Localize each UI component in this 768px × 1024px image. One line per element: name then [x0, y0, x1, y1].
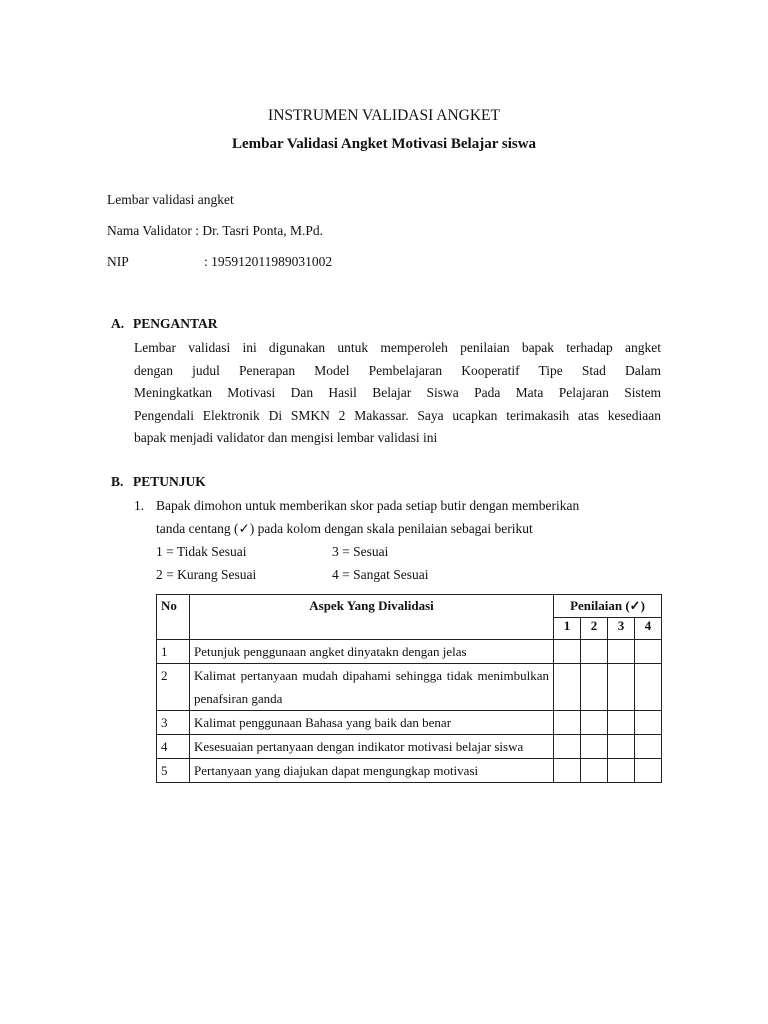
row-aspek: Petunjuk penggunaan angket dinyatakn dengan jelas	[190, 640, 554, 664]
score-cell[interactable]	[635, 759, 662, 783]
score-header: 2	[581, 618, 608, 640]
row-aspek: Kesesuaian pertanyaan dengan indikator motivasi belajar siswa	[190, 735, 554, 759]
score-header: 3	[608, 618, 635, 640]
score-header: 4	[635, 618, 662, 640]
paragraph-line: Lembar validasi ini digunakan untuk memperoleh penilaian bapak terhadap angket	[134, 340, 661, 355]
table-row	[157, 640, 662, 664]
scale-item: 2 = Kurang Sesuai	[156, 567, 257, 582]
score-cell[interactable]	[635, 664, 662, 711]
petunjuk-item-number: 1.	[134, 498, 145, 513]
validator-label: Nama Validator :	[107, 223, 199, 238]
table-row	[157, 759, 662, 783]
pengantar-paragraph	[134, 337, 661, 450]
scale-item: 3 = Sesuai	[332, 544, 389, 559]
paragraph-line: dengan judul Penerapan Model Pembelajaran Kooperatif Tipe Stad Dalam	[134, 362, 661, 378]
document-title: INSTRUMEN VALIDASI ANGKET	[268, 107, 500, 124]
row-aspek: Kalimat penggunaan Bahasa yang baik dan benar	[190, 711, 554, 735]
row-no: 1	[157, 640, 190, 664]
validator-line	[107, 223, 323, 239]
section-letter: B.	[111, 474, 124, 489]
score-cell[interactable]	[635, 711, 662, 735]
petunjuk-item-line: tanda centang (✓) pada kolom dengan skala penilaian sebagai berikut	[156, 521, 533, 536]
score-cell[interactable]	[554, 735, 581, 759]
row-aspek: Kalimat pertanyaan mudah dipahami sehingga tidak menimbulkan penafsiran ganda	[190, 664, 554, 711]
score-cell[interactable]	[608, 711, 635, 735]
col-aspek-header: Aspek Yang Divalidasi	[190, 595, 554, 640]
section-heading-petunjuk	[111, 474, 206, 490]
paragraph-line: Pengendali Elektronik Di SMKN 2 Makassar. Saya ucapkan terimakasih atas kesediaan	[134, 407, 661, 423]
validation-table	[156, 594, 662, 783]
score-cell[interactable]	[608, 664, 635, 711]
nip-line	[107, 254, 332, 270]
score-cell[interactable]	[608, 640, 635, 664]
validator-value: Dr. Tasri Ponta, M.Pd.	[202, 223, 324, 238]
petunjuk-item-line: Bapak dimohon untuk memberikan skor pada setiap butir dengan memberikan	[156, 498, 580, 513]
table-row	[157, 664, 662, 711]
score-cell[interactable]	[635, 640, 662, 664]
score-cell[interactable]	[554, 711, 581, 735]
table-row	[157, 711, 662, 735]
score-cell[interactable]	[581, 640, 608, 664]
paragraph-line: Meningkatkan Motivasi Dan Hasil Belajar Siswa Pada Mata Pelajaran Sistem	[134, 385, 661, 400]
intro-text: Lembar validasi angket	[107, 192, 234, 207]
table-row	[157, 735, 662, 759]
scale-item: 1 = Tidak Sesuai	[156, 544, 247, 559]
score-cell[interactable]	[581, 664, 608, 711]
score-cell[interactable]	[635, 735, 662, 759]
score-cell[interactable]	[608, 735, 635, 759]
paragraph-line: bapak menjadi validator dan mengisi lembar validasi ini	[134, 430, 438, 445]
row-no: 2	[157, 664, 190, 711]
document-subtitle: Lembar Validasi Angket Motivasi Belajar siswa	[231, 136, 537, 152]
nip-value: : 195912011989031002	[204, 254, 333, 269]
section-heading-pengantar	[111, 316, 218, 332]
score-cell[interactable]	[581, 711, 608, 735]
section-title: PETUNJUK	[133, 474, 206, 489]
col-no-header: No	[157, 595, 190, 640]
row-no: 3	[157, 711, 190, 735]
score-cell[interactable]	[581, 759, 608, 783]
score-cell[interactable]	[608, 759, 635, 783]
nip-label: NIP	[107, 254, 129, 269]
score-cell[interactable]	[581, 735, 608, 759]
score-cell[interactable]	[554, 759, 581, 783]
row-no: 4	[157, 735, 190, 759]
table-header-row	[157, 595, 662, 618]
scale-item: 4 = Sangat Sesuai	[332, 567, 429, 582]
score-cell[interactable]	[554, 640, 581, 664]
section-title: PENGANTAR	[133, 316, 218, 331]
score-cell[interactable]	[554, 664, 581, 711]
row-aspek: Pertanyaan yang diajukan dapat mengungkap motivasi	[190, 759, 554, 783]
row-no: 5	[157, 759, 190, 783]
col-penilaian-header: Penilaian (✓)	[554, 595, 662, 618]
section-letter: A.	[111, 316, 125, 331]
score-header: 1	[554, 618, 581, 640]
